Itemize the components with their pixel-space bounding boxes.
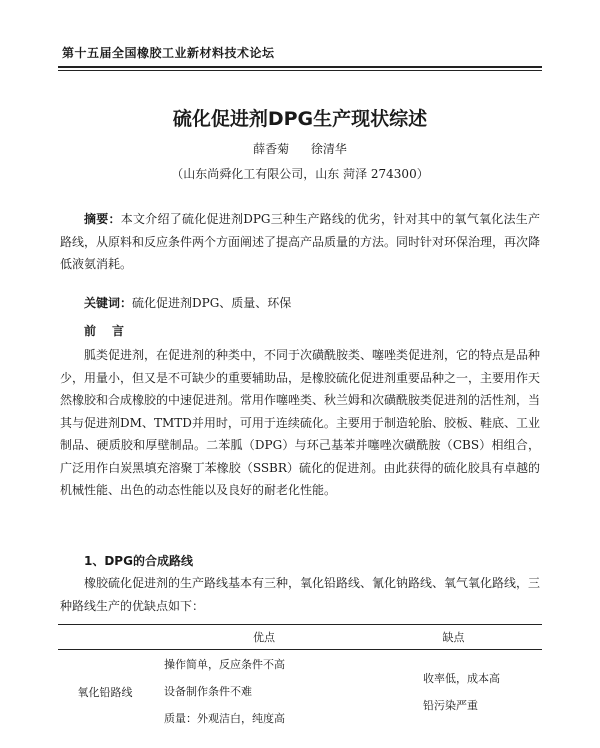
keywords-line bbox=[84, 294, 291, 311]
disadvantages-cell bbox=[365, 650, 542, 734]
keywords-label: 关键词： bbox=[84, 296, 133, 310]
section-1-paragraph: 橡胶硫化促进剂的生产路线基本有三种，氧化铅路线、氰化钠路线、氧气氧化路线，三种路线生产的优缺点如下： bbox=[60, 576, 541, 613]
route-comparison-table bbox=[58, 624, 542, 733]
preface-heading: 前言 bbox=[84, 324, 141, 338]
advantages-cell bbox=[152, 650, 365, 734]
table-header-row bbox=[58, 625, 542, 650]
preface-paragraph: 胍类促进剂，在促进剂的种类中，不同于次磺酰胺类、噻唑类促进剂，它的特点是品种少，用量小，但又是不可缺少的重要辅助品，是橡胶硫化促进剂重要品种之一，主要用作天然橡胶和合成橡胶的中速促进剂。常用作噻唑类、秋兰姆和次磺酰胺类促进剂的活性剂，当其与促进剂DM、TMTD并用时，可用于连续硫化。主要用于制造轮胎、胶板、鞋底、工业制品、硬质胶和厚壁制品。二苯胍（DPG）与环己基苯并噻唑次磺酰胺（CBS）相组合，广泛用作白炭黑填充溶聚丁苯橡胶（SSBR）硫化的促进剂。由此获得的硫化胶具有卓越的机械性能、出色的动态性能以及良好的耐老化性能。 bbox=[60, 348, 541, 497]
header-route bbox=[58, 625, 152, 650]
disadvantage-item: 铅污染严重 bbox=[423, 698, 478, 712]
paper-title: 硫化促进剂DPG生产现状综述 bbox=[172, 108, 428, 130]
route-name: 氧化铅路线 bbox=[77, 685, 133, 699]
keywords-text: 硫化促进剂DPG、质量、环保 bbox=[132, 296, 292, 310]
conference-header: 第十五届全国橡胶工业新材料技术论坛 bbox=[62, 46, 275, 60]
advantage-item: 操作简单，反应条件不高 bbox=[164, 658, 285, 671]
abstract-label: 摘要： bbox=[84, 212, 121, 226]
header-rule-thin bbox=[58, 70, 542, 71]
header-disadvantages: 缺点 bbox=[365, 625, 542, 650]
abstract-text: 本文介绍了硫化促进剂DPG三种生产路线的优劣，针对其中的氧气氧化法生产路线，从原料和反应条件两个方面阐述了提高产品质量的方法。同时针对环保治理，再次降低液氨消耗。 bbox=[60, 212, 541, 271]
abstract-paragraph bbox=[60, 208, 540, 276]
author-1: 薛香菊 bbox=[253, 142, 290, 156]
header-advantages: 优点 bbox=[152, 625, 365, 650]
affiliation: （山东尚舜化工有限公司，山东 菏泽 274300） bbox=[171, 167, 429, 181]
advantage-item: 质量：外观洁白，纯度高 bbox=[164, 712, 285, 725]
disadvantage-item: 收率低，成本高 bbox=[423, 671, 500, 685]
section-1-heading: 1、DPG的合成路线 bbox=[84, 554, 193, 568]
header-rule-thick bbox=[58, 66, 542, 68]
author-list bbox=[0, 140, 600, 157]
table-row bbox=[58, 650, 542, 734]
advantage-item: 设备制作条件不难 bbox=[164, 685, 252, 698]
author-2: 徐清华 bbox=[310, 142, 347, 156]
